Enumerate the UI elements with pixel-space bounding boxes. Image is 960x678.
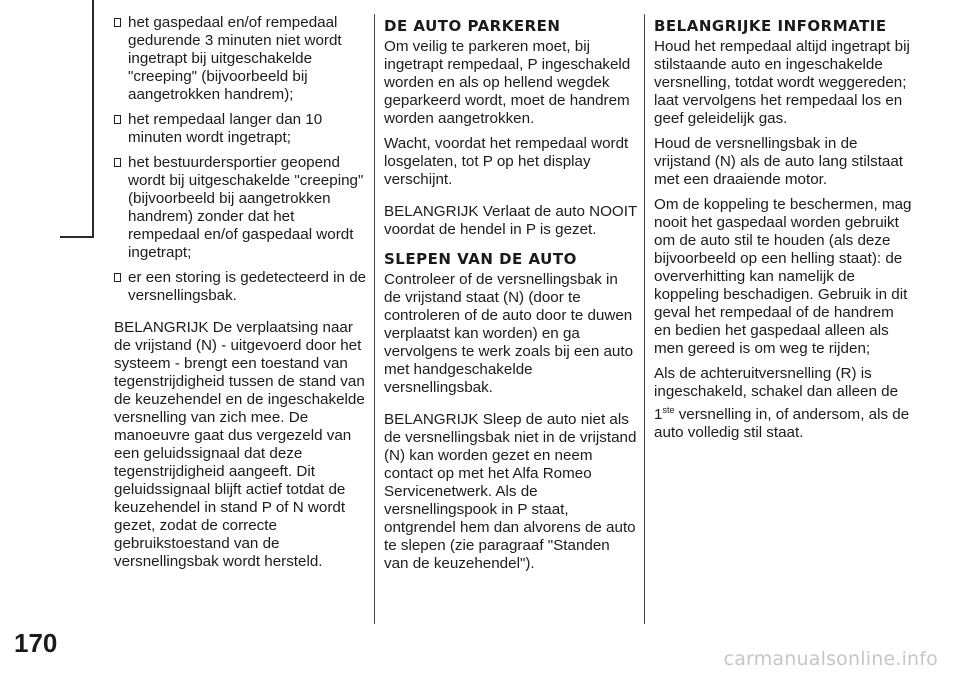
checkbox-bullet-icon [114, 18, 121, 27]
list-item [114, 269, 368, 305]
paragraph: Om veilig te parkeren moet, bij ingetrapt rempedaal, P ingeschakeld worden en als op hellend wegdek geparkeerd wordt, moet de handrem worden aangetrokken. [384, 38, 631, 127]
list-item-text: het rempedaal langer dan 10 minuten wordt ingetrapt; [128, 111, 323, 146]
heading-important-info: BELANGRIJKE INFORMATIE [654, 17, 887, 35]
checkbox-bullet-icon [114, 158, 121, 167]
paragraph: Houd het rempedaal altijd ingetrapt bij stilstaande auto en ingeschakelde versnelling, totdat wordt weggereden; laat vervolgens het rempedaal los en geef geleidelijk gas. [654, 38, 910, 127]
column-divider [374, 14, 375, 624]
paragraph-text: Als de achteruitversnelling (R) is ingeschakeld, schakel dan alleen de 1 [654, 365, 899, 424]
column-3 [654, 14, 914, 449]
column-divider [644, 14, 645, 624]
list-item [114, 111, 368, 147]
checkbox-bullet-icon [114, 273, 121, 282]
column-1 [114, 14, 368, 578]
heading-towing: SLEPEN VAN DE AUTO [384, 250, 577, 268]
paragraph-text: versnelling in, of andersom, als de auto volledig stil staat. [654, 406, 910, 442]
list-item [114, 14, 368, 104]
paragraph: Controleer of de versnellingsbak in de vrijstand staat (N) (door te controleren of de auto door te duwen verplaatst kan worden) en ga vervolgens te werk zoals bij een auto met handgeschakelde versnellingsbak. [384, 271, 634, 396]
list-item-text: er een storing is gedetecteerd in de versnellingsbak. [128, 269, 367, 304]
ordinal-suffix: ste [662, 405, 675, 415]
paragraph: Om de koppeling te beschermen, mag nooit het gaspedaal worden gebruikt om de auto stil te houden (als deze bijvoorbeeld op een helling staat): de oververhitting kan namelijk de koppeling beschadigen. Gebruik in dit geval het rempedaal of de handrem en bedien het gaspedaal alleen als men gereed is om weg te rijden; [654, 196, 912, 357]
paragraph: Houd de versnellingsbak in de vrijstand (N) als de auto lang stilstaat met een draaiende motor. [654, 135, 904, 188]
warning-paragraph: BELANGRIJK De verplaatsing naar de vrijstand (N) - uitgevoerd door het systeem - brengt een toestand van tegenstrijdigheid tussen de stand van de keuzehendel en de ingeschakelde versnelling van zich mee. De manoeuvre gaat dus vergezeld van een geluidssignaal dat deze tegenstrijdigheid aangeeft. Dit geluidssignaal blijft actief totdat de keuzehendel in stand P of N wordt gezet, zodat de correcte gebruikstoestand van de versnellingsbak wordt hersteld. [114, 319, 365, 570]
paragraph [654, 365, 914, 442]
list-item-text: het bestuurdersportier geopend wordt bij uitgeschakelde "creeping" (bijvoorbeeld bij aangetrokken handrem) zonder dat het rempedaal en/of gaspedaal wordt ingetrapt; [128, 154, 364, 261]
warning-paragraph: BELANGRIJK Verlaat de auto NOOIT voordat de hendel in P is gezet. [384, 203, 637, 238]
watermark: carmanualsonline.info [723, 648, 938, 670]
list-item-text: het gaspedaal en/of rempedaal gedurende 3 minuten niet wordt ingetrapt bij uitgeschakelde "creeping" (bijvoorbeeld bij aangetrokken handrem); [128, 14, 342, 103]
checkbox-bullet-icon [114, 115, 121, 124]
column-2 [384, 14, 638, 580]
warning-paragraph: BELANGRIJK Sleep de auto niet als de versnellingsbak niet in de vrijstand (N) kan worden gezet en neem contact op met het Alfa Romeo Servicenetwerk. Als de versnellingspook in P staat, ontgrendel hem dan alvorens de auto te slepen (zie paragraaf "Standen van de keuzehendel"). [384, 411, 637, 572]
list-item [114, 154, 368, 262]
section-rule [60, 0, 94, 238]
paragraph: Wacht, voordat het rempedaal wordt losgelaten, tot P op het display verschijnt. [384, 135, 629, 188]
page-number: 170 [14, 628, 58, 658]
heading-parking: DE AUTO PARKEREN [384, 17, 561, 35]
